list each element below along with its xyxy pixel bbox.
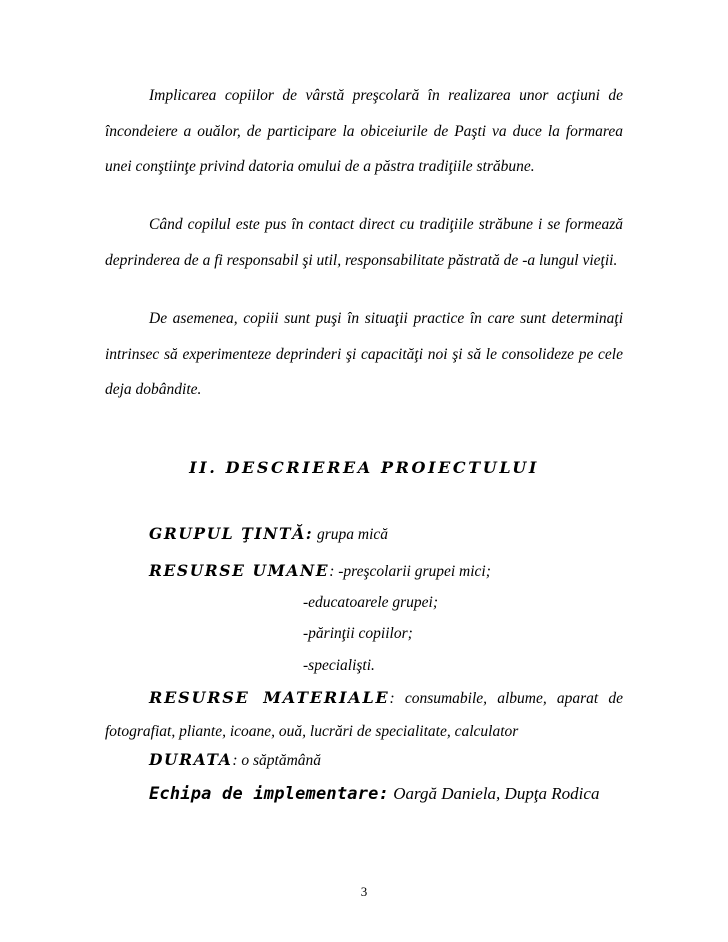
human-resources-label: RESURSE UMANE xyxy=(149,561,330,580)
material-resources-label: RESURSE MATERIALE xyxy=(149,688,390,707)
section-heading: II. DESCRIEREA PROIECTULUI xyxy=(189,458,539,477)
team-label: Echipa de implementare: xyxy=(149,784,390,804)
human-resources-item: -părinţii copiilor; xyxy=(303,625,413,642)
human-resources-item: -educatoarele grupei; xyxy=(303,594,439,611)
target-group-value: grupa mică xyxy=(313,526,389,543)
duration-value: : o săptămână xyxy=(232,752,322,769)
human-resources-item: -specialişti. xyxy=(303,657,375,674)
duration-label: DURATA xyxy=(149,750,233,769)
target-group-line xyxy=(149,524,388,544)
team-line xyxy=(149,784,599,804)
paragraph-de-asemenea: De asemenea, copiii sunt puşi în situaţii practice în care sunt determinaţi intrinsec să experimenteze deprinderi şi capacităţi noi şi să le consolideze pe cele deja dobândite. xyxy=(105,310,623,399)
human-resources-first: : -preşcolarii grupei mici; xyxy=(329,563,491,580)
target-group-label: GRUPUL ŢINTĂ: xyxy=(149,524,314,543)
material-resources-value: : consumabile, albume, aparat de fotografiat, pliante, icoane, ouă, lucrări de specialitate, calculator xyxy=(105,690,623,740)
material-resources-paragraph xyxy=(105,681,623,748)
human-resources-line xyxy=(149,561,491,581)
page-number: 3 xyxy=(360,884,368,899)
paragraph-cand-copilul: Când copilul este pus în contact direct cu tradiţiile străbune i se formează deprinderea de a fi responsabil şi util, responsabilitate păstrată de -a lungul vieţii. xyxy=(105,216,623,269)
team-value: Oargă Daniela, Dupţa Rodica xyxy=(389,784,600,803)
paragraph-implicarea: Implicarea copiilor de vârstă preşcolară în realizarea unor acţiuni de încondeiere a ouălor, de participare la obiceiurile de Paşti va duce la formarea unei conştiinţe privind datoria omului de a păstra tradiţiile străbune. xyxy=(105,87,623,176)
duration-line xyxy=(149,750,321,770)
